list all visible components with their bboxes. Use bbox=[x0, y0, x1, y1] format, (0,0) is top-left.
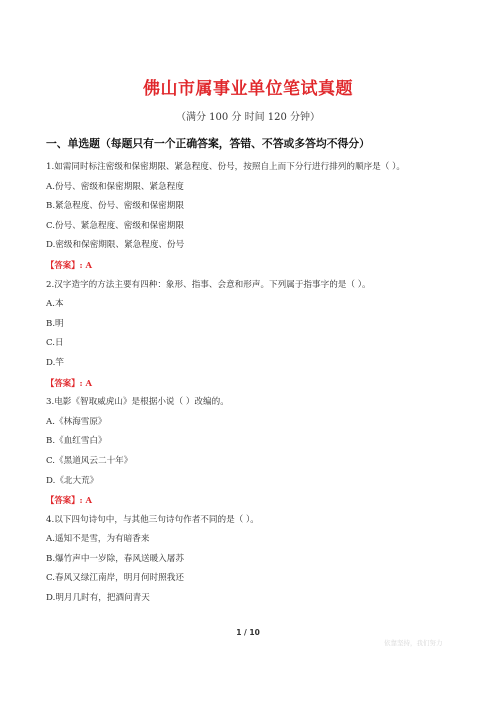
question-stem: 2.汉字造字的方法主要有四种：象形、指事、会意和形声。下列属于指事字的是（ ）。 bbox=[46, 279, 371, 290]
answer-label: 【答案】: A bbox=[46, 495, 93, 506]
question-stem: 3.电影《智取威虎山》是根据小说（ ）改编的。 bbox=[46, 397, 229, 408]
question-option: C.日 bbox=[46, 338, 64, 349]
question-option: A.份号、密级和保密期限、紧急程度 bbox=[46, 181, 184, 192]
question-option: B.爆竹声中一岁除，春风送暖入屠苏 bbox=[46, 553, 184, 564]
question-option: C.春风又绿江南岸，明月何时照我还 bbox=[46, 573, 184, 584]
page-number: 1 / 10 bbox=[236, 628, 260, 637]
question-option: A.本 bbox=[46, 299, 64, 310]
question-option: B.《血红雪白》 bbox=[46, 436, 107, 447]
page-title: 佛山市属事业单位笔试真题 bbox=[143, 79, 353, 99]
question-option: D.竿 bbox=[46, 357, 64, 368]
answer-label: 【答案】: A bbox=[46, 377, 93, 388]
watermark-text: 依靠坚持，我们努力 bbox=[384, 639, 443, 647]
section-heading: 一、单选题（每题只有一个正确答案，答错、不答或多答均不得分） bbox=[46, 137, 370, 150]
question-option: B.明 bbox=[46, 318, 64, 329]
question-option: B.紧急程度、份号、密级和保密期限 bbox=[46, 201, 184, 212]
question-option: C.《黑道风云二十年》 bbox=[46, 455, 133, 466]
question-option: C.份号、紧急程度、密级和保密期限 bbox=[46, 220, 184, 231]
question-stem: 4.以下四句诗句中，与其他三句诗句作者不同的是（ ）。 bbox=[46, 514, 259, 525]
question-option: D.明月几时有，把酒问青天 bbox=[46, 593, 150, 604]
question-list bbox=[46, 161, 466, 612]
answer-label: 【答案】: A bbox=[46, 259, 93, 270]
exam-info: （满分 100 分 时间 120 分钟） bbox=[175, 112, 321, 123]
question-option: A.遥知不是雪，为有暗香来 bbox=[46, 534, 150, 545]
question-option: A.《林海雪原》 bbox=[46, 416, 107, 427]
question-stem: 1.如需同时标注密级和保密期限、紧急程度、份号，按照自上而下分行进行排列的顺序是（ ）。 bbox=[46, 162, 405, 172]
question-option: D.密级和保密期限、紧急程度、份号 bbox=[46, 240, 185, 251]
question-option: D.《北大荒》 bbox=[46, 475, 99, 486]
